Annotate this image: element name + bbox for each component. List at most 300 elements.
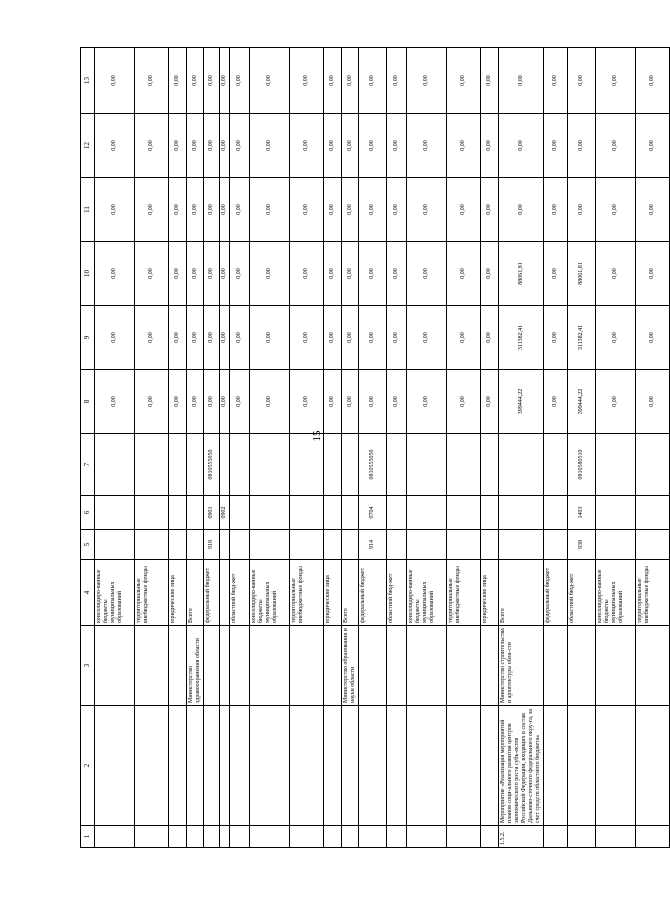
value-cell: 0,00 [220, 306, 230, 370]
cell-c4: консолидиро-ванные бюджеты муниципальных образований [95, 560, 135, 626]
table-row [290, 48, 324, 848]
value-cell: 0,00 [169, 306, 187, 370]
value-cell: 0,00 [95, 178, 135, 242]
value-cell: 0,00 [544, 48, 568, 114]
cell-c5 [481, 530, 499, 560]
cell-c7 [596, 434, 636, 496]
column-number: 9 [81, 306, 95, 370]
cell-c2 [204, 706, 220, 826]
cell-c2: Мероприятие «Реализация мероприятий планов соци-ального развития центров экономического роста субъ-ектов Российской Федерации, входящих в состав Дальнево-сточного федерального окру-га, за счет средств областного бюджета» [499, 706, 544, 826]
value-cell: 0,00 [407, 370, 447, 434]
column-number: 6 [81, 496, 95, 530]
value-cell: 0,00 [250, 306, 290, 370]
cell-c6 [187, 496, 204, 530]
cell-c6: 0704 [359, 496, 387, 530]
cell-c3 [596, 626, 636, 706]
value-cell: 0,00 [447, 48, 481, 114]
cell-c3 [447, 626, 481, 706]
column-number: 7 [81, 434, 95, 496]
column-number: 11 [81, 178, 95, 242]
value-cell: 0,00 [250, 48, 290, 114]
cell-c2 [324, 706, 342, 826]
value-cell: 0,00 [290, 114, 324, 178]
value-cell: 0,00 [95, 114, 135, 178]
cell-c1 [230, 826, 250, 848]
cell-c2 [290, 706, 324, 826]
value-cell: 0,00 [187, 306, 204, 370]
cell-c4: областной бюд-жет [230, 560, 250, 626]
cell-c2 [342, 706, 359, 826]
value-cell: 0,00 [169, 48, 187, 114]
cell-c6 [407, 496, 447, 530]
value-cell: 88061,81 [499, 242, 544, 306]
value-cell: 0,00 [169, 370, 187, 434]
table-row [204, 48, 220, 848]
cell-c7 [387, 434, 407, 496]
cell-c5: 914 [359, 530, 387, 560]
cell-c4: областной бюд-жет [387, 560, 407, 626]
cell-c6 [290, 496, 324, 530]
cell-c5 [387, 530, 407, 560]
table-row [169, 48, 187, 848]
value-cell: 0,00 [596, 178, 636, 242]
cell-c6 [135, 496, 169, 530]
cell-c5 [636, 530, 670, 560]
cell-c3 [568, 626, 596, 706]
value-cell: 0,00 [407, 306, 447, 370]
value-cell: 0,00 [324, 178, 342, 242]
value-cell: 0,00 [187, 370, 204, 434]
value-cell: 0,00 [447, 178, 481, 242]
value-cell: 0,00 [169, 178, 187, 242]
value-cell: 0,00 [359, 48, 387, 114]
cell-c1 [387, 826, 407, 848]
value-cell: 0,00 [636, 114, 670, 178]
cell-c3 [636, 626, 670, 706]
value-cell: 0,00 [135, 306, 169, 370]
cell-c4: федеральный бюджет [204, 560, 220, 626]
value-cell: 0,00 [387, 242, 407, 306]
table-row [407, 48, 447, 848]
value-cell: 0,00 [324, 242, 342, 306]
page-number: 15 [311, 430, 323, 442]
column-number: 10 [81, 242, 95, 306]
column-number: 12 [81, 114, 95, 178]
value-cell: 0,00 [544, 242, 568, 306]
cell-c4: юридические лица [324, 560, 342, 626]
cell-c2 [250, 706, 290, 826]
table-row [342, 48, 359, 848]
value-cell: 0,00 [481, 178, 499, 242]
value-cell: 0,00 [95, 306, 135, 370]
value-cell: 0,00 [407, 48, 447, 114]
cell-c6: 0901 [204, 496, 220, 530]
value-cell: 0,00 [359, 306, 387, 370]
cell-c7 [250, 434, 290, 496]
value-cell: 0,00 [187, 178, 204, 242]
value-cell: 0,00 [636, 178, 670, 242]
cell-c7: 0810555050 [204, 434, 220, 496]
value-cell: 0,00 [544, 178, 568, 242]
value-cell: 0,00 [135, 370, 169, 434]
cell-c2 [387, 706, 407, 826]
cell-c3 [204, 626, 220, 706]
value-cell: 0,00 [135, 48, 169, 114]
value-cell: 0,00 [568, 114, 596, 178]
cell-c3 [324, 626, 342, 706]
cell-c5 [342, 530, 359, 560]
cell-c5 [596, 530, 636, 560]
budget-table [80, 47, 670, 848]
cell-c2 [187, 706, 204, 826]
value-cell: 0,00 [220, 370, 230, 434]
value-cell: 0,00 [544, 370, 568, 434]
value-cell: 0,00 [230, 114, 250, 178]
cell-c1 [342, 826, 359, 848]
cell-c6 [447, 496, 481, 530]
value-cell: 0,00 [568, 48, 596, 114]
cell-c3 [230, 626, 250, 706]
table-row [499, 48, 544, 848]
cell-c7 [481, 434, 499, 496]
cell-c7 [499, 434, 544, 496]
cell-c1 [447, 826, 481, 848]
cell-c5 [169, 530, 187, 560]
value-cell: 0,00 [230, 48, 250, 114]
value-cell: 0,00 [359, 114, 387, 178]
value-cell: 0,00 [407, 114, 447, 178]
cell-c5 [95, 530, 135, 560]
cell-c3 [290, 626, 324, 706]
value-cell: 0,00 [447, 242, 481, 306]
value-cell: 311382,41 [568, 306, 596, 370]
cell-c5 [290, 530, 324, 560]
cell-c2 [481, 706, 499, 826]
value-cell: 0,00 [220, 178, 230, 242]
value-cell: 399444,22 [499, 370, 544, 434]
cell-c7 [187, 434, 204, 496]
cell-c4: консолидиро-ванные бюджеты муниципальных образований [596, 560, 636, 626]
table-row [324, 48, 342, 848]
value-cell: 0,00 [220, 242, 230, 306]
cell-c6 [342, 496, 359, 530]
value-cell: 0,00 [359, 242, 387, 306]
value-cell: 0,00 [359, 178, 387, 242]
table-row [481, 48, 499, 848]
cell-c6 [636, 496, 670, 530]
value-cell: 0,00 [324, 306, 342, 370]
table-row [568, 48, 596, 848]
cell-c3 [220, 626, 230, 706]
cell-c6 [230, 496, 250, 530]
column-number: 4 [81, 560, 95, 626]
cell-c4: территориальные внебюджетные фонды [447, 560, 481, 626]
cell-c4: юридические лица [169, 560, 187, 626]
value-cell: 0,00 [407, 178, 447, 242]
cell-c1 [568, 826, 596, 848]
value-cell: 0,00 [447, 306, 481, 370]
cell-c6 [95, 496, 135, 530]
table-row [135, 48, 169, 848]
cell-c5 [499, 530, 544, 560]
value-cell: 0,00 [596, 114, 636, 178]
value-cell: 0,00 [135, 242, 169, 306]
cell-c1: 1.5.2. [499, 826, 544, 848]
value-cell: 0,00 [324, 370, 342, 434]
value-cell: 0,00 [290, 242, 324, 306]
cell-c1 [407, 826, 447, 848]
cell-c1 [324, 826, 342, 848]
cell-c7 [290, 434, 324, 496]
table-row [544, 48, 568, 848]
value-cell: 0,00 [387, 306, 407, 370]
value-cell: 0,00 [596, 370, 636, 434]
cell-c2 [568, 706, 596, 826]
cell-c4: территориальные внебюджетные фонды [290, 560, 324, 626]
cell-c1 [220, 826, 230, 848]
cell-c7: 0810555050 [359, 434, 387, 496]
value-cell: 0,00 [250, 114, 290, 178]
value-cell: 0,00 [481, 114, 499, 178]
cell-c4 [220, 560, 230, 626]
cell-c1 [95, 826, 135, 848]
value-cell: 0,00 [230, 242, 250, 306]
value-cell: 0,00 [636, 242, 670, 306]
cell-c1 [290, 826, 324, 848]
table-viewport [80, 48, 655, 848]
cell-c4: федеральный бюджет [359, 560, 387, 626]
cell-c3: Министерство образования и науки области [342, 626, 359, 706]
value-cell: 0,00 [230, 370, 250, 434]
cell-c2 [95, 706, 135, 826]
value-cell: 0,00 [187, 114, 204, 178]
cell-c2 [230, 706, 250, 826]
cell-c6 [169, 496, 187, 530]
value-cell: 0,00 [135, 178, 169, 242]
value-cell: 0,00 [250, 370, 290, 434]
value-cell: 0,00 [324, 48, 342, 114]
cell-c7 [95, 434, 135, 496]
value-cell: 311382,41 [499, 306, 544, 370]
value-cell: 0,00 [387, 178, 407, 242]
cell-c7 [324, 434, 342, 496]
cell-c6 [499, 496, 544, 530]
cell-c3 [387, 626, 407, 706]
value-cell: 0,00 [636, 306, 670, 370]
cell-c5: 938 [568, 530, 596, 560]
cell-c4: консолидиро-ванные бюджеты муниципальных образований [407, 560, 447, 626]
cell-c1 [169, 826, 187, 848]
cell-c4: Всего [499, 560, 544, 626]
cell-c4: юридические лица [481, 560, 499, 626]
table-row [359, 48, 387, 848]
cell-c5 [544, 530, 568, 560]
cell-c2 [220, 706, 230, 826]
cell-c2 [596, 706, 636, 826]
cell-c5: 918 [204, 530, 220, 560]
value-cell: 0,00 [95, 242, 135, 306]
cell-c4: Всего [342, 560, 359, 626]
cell-c2 [544, 706, 568, 826]
value-cell: 0,00 [204, 178, 220, 242]
cell-c6: 0902 [220, 496, 230, 530]
value-cell: 0,00 [447, 370, 481, 434]
cell-c7 [407, 434, 447, 496]
cell-c5 [324, 530, 342, 560]
cell-c3 [95, 626, 135, 706]
table-row [95, 48, 135, 848]
cell-c5 [187, 530, 204, 560]
value-cell: 0,00 [187, 242, 204, 306]
value-cell: 0,00 [290, 306, 324, 370]
value-cell: 0,00 [342, 370, 359, 434]
cell-c7 [230, 434, 250, 496]
value-cell: 0,00 [636, 48, 670, 114]
value-cell: 0,00 [342, 306, 359, 370]
column-number: 8 [81, 370, 95, 434]
value-cell: 0,00 [187, 48, 204, 114]
cell-c1 [187, 826, 204, 848]
value-cell: 0,00 [544, 114, 568, 178]
value-cell: 0,00 [499, 114, 544, 178]
cell-c2 [169, 706, 187, 826]
cell-c7 [135, 434, 169, 496]
cell-c1 [596, 826, 636, 848]
value-cell: 0,00 [342, 114, 359, 178]
column-number: 13 [81, 48, 95, 114]
cell-c1 [544, 826, 568, 848]
table-row [596, 48, 636, 848]
cell-c7 [544, 434, 568, 496]
value-cell: 0,00 [544, 306, 568, 370]
cell-c3 [169, 626, 187, 706]
value-cell: 0,00 [204, 114, 220, 178]
column-number: 5 [81, 530, 95, 560]
cell-c7 [342, 434, 359, 496]
value-cell: 0,00 [290, 178, 324, 242]
cell-c3 [250, 626, 290, 706]
cell-c5 [250, 530, 290, 560]
value-cell: 0,00 [447, 114, 481, 178]
value-cell: 0,00 [481, 242, 499, 306]
cell-c3 [544, 626, 568, 706]
cell-c1 [359, 826, 387, 848]
value-cell: 0,00 [387, 48, 407, 114]
cell-c6 [481, 496, 499, 530]
cell-c2 [135, 706, 169, 826]
table-row [187, 48, 204, 848]
value-cell: 0,00 [499, 178, 544, 242]
cell-c3: Министерство здравоохранения области [187, 626, 204, 706]
value-cell: 0,00 [204, 48, 220, 114]
value-cell: 0,00 [481, 370, 499, 434]
value-cell: 0,00 [596, 242, 636, 306]
cell-c5 [230, 530, 250, 560]
cell-c2 [407, 706, 447, 826]
cell-c7: 0810580510 [568, 434, 596, 496]
value-cell: 88061,81 [568, 242, 596, 306]
value-cell: 0,00 [220, 48, 230, 114]
cell-c4: территориальные внебюджетные фонды [135, 560, 169, 626]
value-cell: 0,00 [596, 48, 636, 114]
value-cell: 0,00 [387, 114, 407, 178]
cell-c4: федеральный бюджет [544, 560, 568, 626]
value-cell: 0,00 [342, 242, 359, 306]
value-cell: 0,00 [636, 370, 670, 434]
cell-c6 [596, 496, 636, 530]
cell-c4: областной бюд-жет [568, 560, 596, 626]
value-cell: 0,00 [95, 370, 135, 434]
cell-c1 [481, 826, 499, 848]
cell-c5 [135, 530, 169, 560]
cell-c3 [407, 626, 447, 706]
column-number: 2 [81, 706, 95, 826]
cell-c1 [250, 826, 290, 848]
value-cell: 0,00 [359, 370, 387, 434]
header-row [81, 48, 95, 848]
table-row [220, 48, 230, 848]
cell-c2 [636, 706, 670, 826]
cell-c2 [359, 706, 387, 826]
value-cell: 0,00 [250, 178, 290, 242]
cell-c4: территориальные внебюджетные фонды [636, 560, 670, 626]
value-cell: 0,00 [250, 242, 290, 306]
value-cell: 0,00 [387, 370, 407, 434]
column-number: 1 [81, 826, 95, 848]
cell-c6: 1403 [568, 496, 596, 530]
value-cell: 0,00 [290, 48, 324, 114]
value-cell: 0,00 [596, 306, 636, 370]
cell-c3 [135, 626, 169, 706]
cell-c7 [220, 434, 230, 496]
cell-c5 [447, 530, 481, 560]
cell-c1 [204, 826, 220, 848]
value-cell: 0,00 [290, 370, 324, 434]
table-row [636, 48, 670, 848]
value-cell: 0,00 [324, 114, 342, 178]
value-cell: 0,00 [135, 114, 169, 178]
cell-c6 [387, 496, 407, 530]
cell-c7 [169, 434, 187, 496]
value-cell: 0,00 [499, 48, 544, 114]
value-cell: 0,00 [230, 178, 250, 242]
cell-c7 [636, 434, 670, 496]
value-cell: 0,00 [342, 48, 359, 114]
cell-c6 [544, 496, 568, 530]
value-cell: 0,00 [204, 306, 220, 370]
value-cell: 0,00 [342, 178, 359, 242]
cell-c3 [481, 626, 499, 706]
table-row [387, 48, 407, 848]
value-cell: 399444,22 [568, 370, 596, 434]
cell-c1 [636, 826, 670, 848]
value-cell: 0,00 [204, 370, 220, 434]
cell-c6 [324, 496, 342, 530]
cell-c1 [135, 826, 169, 848]
table-row [447, 48, 481, 848]
cell-c7 [447, 434, 481, 496]
value-cell: 0,00 [169, 114, 187, 178]
value-cell: 0,00 [568, 178, 596, 242]
table-row [230, 48, 250, 848]
value-cell: 0,00 [95, 48, 135, 114]
value-cell: 0,00 [220, 114, 230, 178]
cell-c3: Министерство строительства и архитектуры обла-сти [499, 626, 544, 706]
table-row [250, 48, 290, 848]
value-cell: 0,00 [481, 306, 499, 370]
cell-c5 [220, 530, 230, 560]
cell-c5 [407, 530, 447, 560]
